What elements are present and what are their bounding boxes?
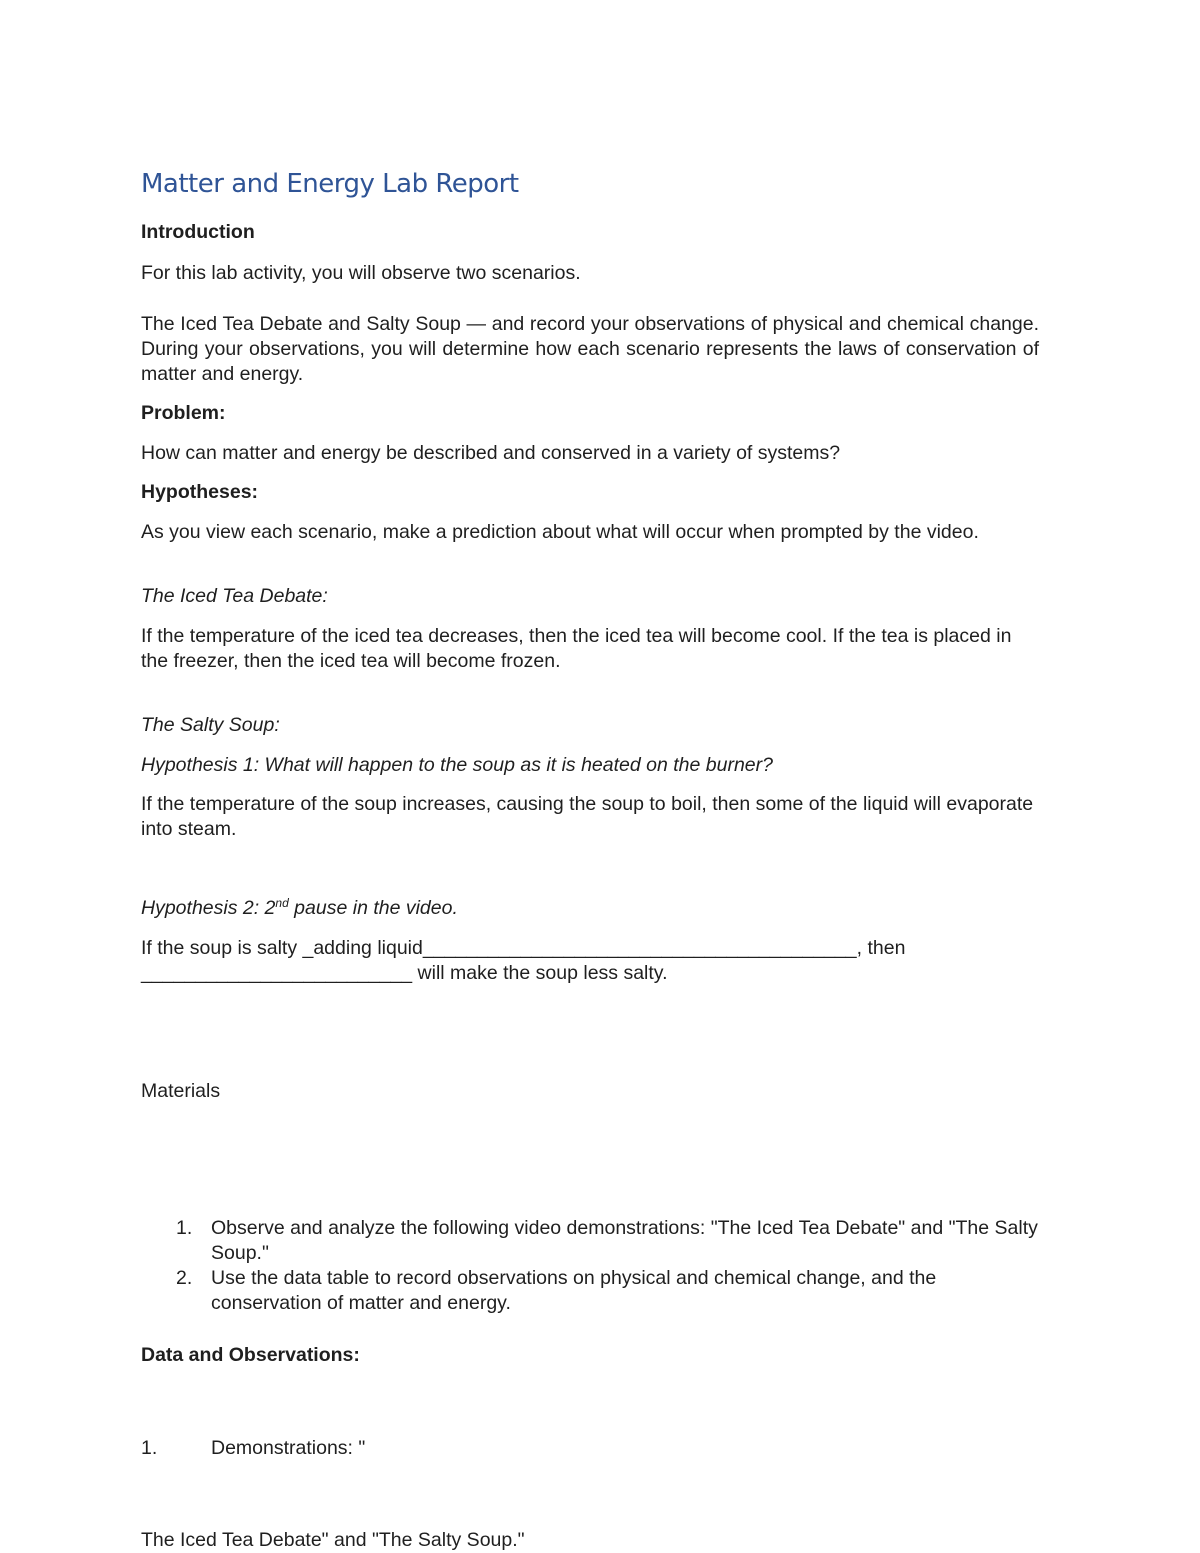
hypothesis-2-prompt-sup: nd [275,896,289,910]
introduction-paragraph-2: The Iced Tea Debate and Salty Soup — and record your observations of physical and chemical change. During your observations, you will determine how each scenario represents the laws of conservation of matter and energy. [141,313,1039,385]
problem-text: How can matter and energy be described and conserved in a variety of systems? [141,442,841,464]
hypotheses-intro: As you view each scenario, make a prediction about what will occur when prompted by the video. [141,521,979,543]
problem-heading: Problem: [141,402,226,424]
document-title: Matter and Energy Lab Report [141,169,519,199]
hypotheses-heading: Hypotheses: [141,481,259,503]
list-number: 2. [176,1267,193,1289]
data-observations-continuation: The Iced Tea Debate" and "The Salty Soup." [141,1529,525,1551]
iced-tea-hypothesis: If the temperature of the iced tea decreases, then the iced tea will become cool. If the tea is placed in the freezer, then the iced tea will become frozen. [141,625,1012,672]
hypothesis-2-prompt-pre: Hypothesis 2: 2 [141,897,276,919]
list-text: Observe and analyze the following video demonstrations: "The Iced Tea Debate" and "The Salty Soup." [211,1217,1038,1264]
introduction-heading: Introduction [141,221,255,243]
data-observations-heading: Data and Observations: [141,1344,360,1366]
data-observations-item-number: 1. [141,1437,158,1459]
materials-heading: Materials [141,1080,221,1102]
data-observations-item-text: Demonstrations: " [211,1437,366,1459]
list-text: Use the data table to record observations on physical and chemical change, and the conservation of matter and energy. [211,1267,937,1314]
hypothesis-2-line-2: _________________________ will make the soup less salty. [141,962,668,984]
hypothesis-2-prompt [141,896,458,921]
hypothesis-2-line-1: If the soup is salty _adding liquid________________________________________, then [141,937,906,959]
hypothesis-2-prompt-post: pause in the video. [288,897,458,919]
hypothesis-1-prompt: Hypothesis 1: What will happen to the soup as it is heated on the burner? [141,754,773,776]
hypothesis-1-answer: If the temperature of the soup increases, causing the soup to boil, then some of the liquid will evaporate into steam. [141,793,1034,840]
introduction-paragraph-1: For this lab activity, you will observe two scenarios. [141,262,581,284]
salty-soup-label: The Salty Soup: [141,714,280,736]
iced-tea-label: The Iced Tea Debate: [141,585,328,607]
list-number: 1. [176,1217,193,1239]
